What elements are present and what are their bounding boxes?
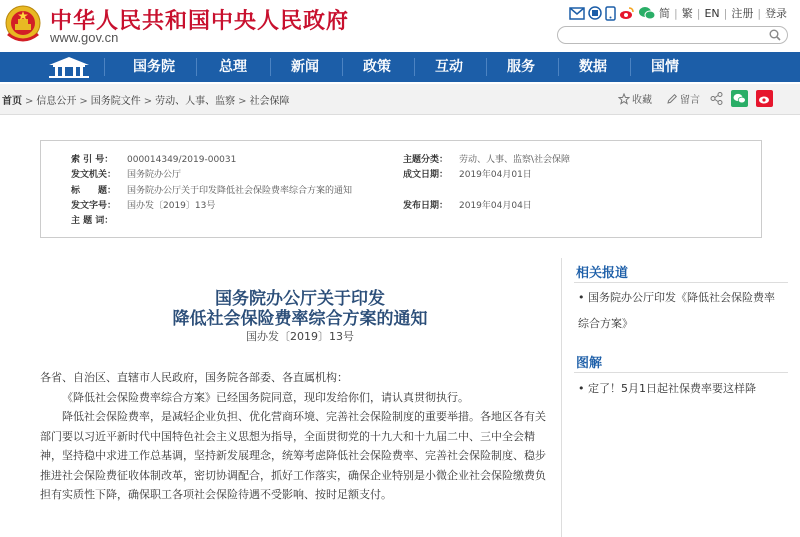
info-created-value: 2019年04月01日 bbox=[459, 170, 532, 180]
nav-item-data[interactable]: 数据 bbox=[579, 59, 607, 75]
nav-divider bbox=[196, 58, 197, 76]
breadcrumb-separator: > bbox=[79, 96, 88, 107]
document-info-table bbox=[40, 140, 762, 238]
breadcrumb-separator: > bbox=[25, 96, 34, 107]
link-register[interactable]: 注册 bbox=[731, 7, 754, 20]
info-index-row bbox=[71, 152, 236, 165]
weibo-icon[interactable] bbox=[619, 6, 635, 20]
mail-icon[interactable] bbox=[569, 7, 585, 20]
nav-item-interaction[interactable]: 互动 bbox=[435, 59, 463, 75]
info-issuer-label: 发文机关： bbox=[71, 170, 117, 180]
national-emblem-icon[interactable] bbox=[4, 4, 42, 44]
comment-label: 留言 bbox=[680, 95, 700, 106]
article-doc-number: 国办发〔2019〕13号 bbox=[246, 330, 354, 343]
breadcrumb-separator: > bbox=[143, 96, 153, 107]
comment-button[interactable] bbox=[666, 91, 700, 106]
link-login[interactable]: 登录 bbox=[765, 7, 788, 20]
nav-divider bbox=[414, 58, 415, 76]
link-separator: | bbox=[723, 6, 728, 20]
graphic-link[interactable]: • 定了！5月1日起社保费率要这样降 bbox=[578, 382, 756, 395]
search-box bbox=[557, 26, 788, 44]
share-bar bbox=[618, 90, 773, 107]
article-title-line1: 国务院办公厅关于印发 bbox=[215, 289, 385, 309]
article-paragraph: 降低社会保险费率，是减轻企业负担、优化营商环境、完善社会保险制度的重要举措。各地区各有关部门要以习近平新时代中国特色社会主义思想为指导，全面贯彻党的十九大和十九届二中、三中全会精神，坚持稳中求进工作总基调，坚持新发展理念，统筹考虑降低社会保险费率、完善社会保险制度、稳步推进社会保险费征收体制改革，密切协调配合，抓好工作落实，确保企业特别是小微企业社会保险缴费负担有实质性下降，确保职工各项社会保险待遇不受影响、按时足额支付。 bbox=[40, 410, 546, 501]
link-separator: | bbox=[674, 6, 678, 20]
site-header bbox=[0, 0, 800, 52]
nav-divider bbox=[558, 58, 559, 76]
nav-divider bbox=[104, 58, 105, 76]
wechat-icon[interactable] bbox=[638, 6, 656, 20]
breadcrumb-social-security[interactable]: 社会保障 bbox=[249, 96, 290, 107]
star-icon bbox=[618, 93, 630, 105]
pencil-icon bbox=[666, 93, 678, 105]
collect-button[interactable] bbox=[618, 91, 652, 106]
info-index-value: 000014349/2019-00031 bbox=[127, 155, 237, 165]
info-topic-label: 主题分类： bbox=[403, 155, 449, 165]
nav-divider bbox=[486, 58, 487, 76]
related-report-link[interactable]: • 国务院办公厅印发《降低社会保险费率综合方案》 bbox=[578, 291, 775, 330]
info-topic-row bbox=[403, 152, 570, 165]
link-separator: | bbox=[757, 6, 762, 20]
breadcrumb-info-disclosure[interactable]: 信息公开 bbox=[36, 96, 77, 107]
article-salutation: 各省、自治区、直辖市人民政府，国务院各部委、各直属机构： bbox=[40, 371, 348, 384]
collect-label: 收藏 bbox=[632, 95, 652, 106]
search-icon[interactable] bbox=[769, 29, 781, 41]
top-links bbox=[569, 5, 787, 21]
related-reports-heading: 相关报道 bbox=[576, 266, 629, 281]
info-keywords-label: 主 题 词： bbox=[71, 216, 114, 226]
nav-item-news[interactable]: 新闻 bbox=[291, 59, 319, 75]
main-nav bbox=[0, 52, 800, 82]
info-published-label: 发布日期： bbox=[403, 201, 449, 211]
share-icon[interactable] bbox=[710, 92, 723, 105]
site-url: www.gov.cn bbox=[50, 30, 119, 45]
link-traditional[interactable]: 繁 bbox=[681, 7, 693, 20]
nav-divider bbox=[270, 58, 271, 76]
breadcrumb-bar bbox=[0, 84, 800, 115]
info-docno-label: 发文字号： bbox=[71, 201, 117, 211]
breadcrumb bbox=[2, 92, 290, 107]
info-title-value: 国务院办公厅关于印发降低社会保险费率综合方案的通知 bbox=[127, 186, 353, 196]
nav-divider bbox=[342, 58, 343, 76]
nav-item-national-conditions[interactable]: 国情 bbox=[651, 59, 679, 75]
nav-item-state-council[interactable]: 国务院 bbox=[133, 59, 175, 75]
sidebar-divider bbox=[574, 372, 788, 373]
wechat-share-icon[interactable] bbox=[731, 90, 748, 107]
info-keywords-row bbox=[71, 213, 127, 226]
info-docno-value: 国办发〔2019〕13号 bbox=[127, 201, 216, 211]
graphic-label: 定了！5月1日起社保费率要这样降 bbox=[588, 382, 756, 395]
app-icon[interactable] bbox=[588, 6, 602, 20]
search-input[interactable] bbox=[566, 31, 770, 47]
info-index-label: 索 引 号： bbox=[71, 155, 114, 165]
link-simplified[interactable]: 简 bbox=[659, 7, 670, 20]
site-title[interactable]: 中华人民共和国中央人民政府 bbox=[50, 8, 350, 34]
info-docno-row bbox=[71, 198, 215, 211]
article-paragraph: 《降低社会保险费率综合方案》已经国务院同意，现印发给你们，请认真贯彻执行。 bbox=[62, 391, 469, 404]
link-separator: | bbox=[696, 6, 701, 20]
link-english[interactable]: EN bbox=[704, 6, 720, 20]
breadcrumb-labor-personnel[interactable]: 劳动、人事、监察 bbox=[155, 96, 236, 107]
article-title-line2: 降低社会保险费率综合方案的通知 bbox=[172, 309, 428, 329]
breadcrumb-home[interactable]: 首页 bbox=[2, 96, 22, 107]
info-issuer-row bbox=[71, 167, 181, 180]
info-title-label: 标 题： bbox=[71, 186, 117, 196]
info-published-row bbox=[403, 198, 532, 211]
home-icon[interactable] bbox=[45, 54, 93, 80]
nav-item-services[interactable]: 服务 bbox=[507, 59, 535, 75]
nav-divider bbox=[630, 58, 631, 76]
info-published-value: 2019年04月04日 bbox=[459, 201, 532, 211]
breadcrumb-separator: > bbox=[238, 96, 247, 107]
info-title-row bbox=[71, 183, 352, 196]
graphics-heading: 图解 bbox=[576, 356, 603, 371]
info-issuer-value: 国务院办公厅 bbox=[127, 170, 182, 180]
info-topic-value: 劳动、人事、监察\社会保障 bbox=[459, 155, 571, 165]
info-created-row bbox=[403, 167, 532, 180]
sidebar-divider bbox=[574, 282, 788, 283]
mobile-icon[interactable] bbox=[605, 6, 616, 21]
related-report-label: 国务院办公厅印发《降低社会保险费率综合方案》 bbox=[578, 291, 775, 330]
nav-item-policy[interactable]: 政策 bbox=[363, 59, 391, 75]
info-created-label: 成文日期： bbox=[403, 170, 449, 180]
weibo-share-icon[interactable] bbox=[756, 90, 773, 107]
breadcrumb-state-council-docs[interactable]: 国务院文件 bbox=[90, 96, 141, 107]
nav-item-premier[interactable]: 总理 bbox=[219, 59, 247, 75]
column-divider bbox=[561, 258, 562, 537]
